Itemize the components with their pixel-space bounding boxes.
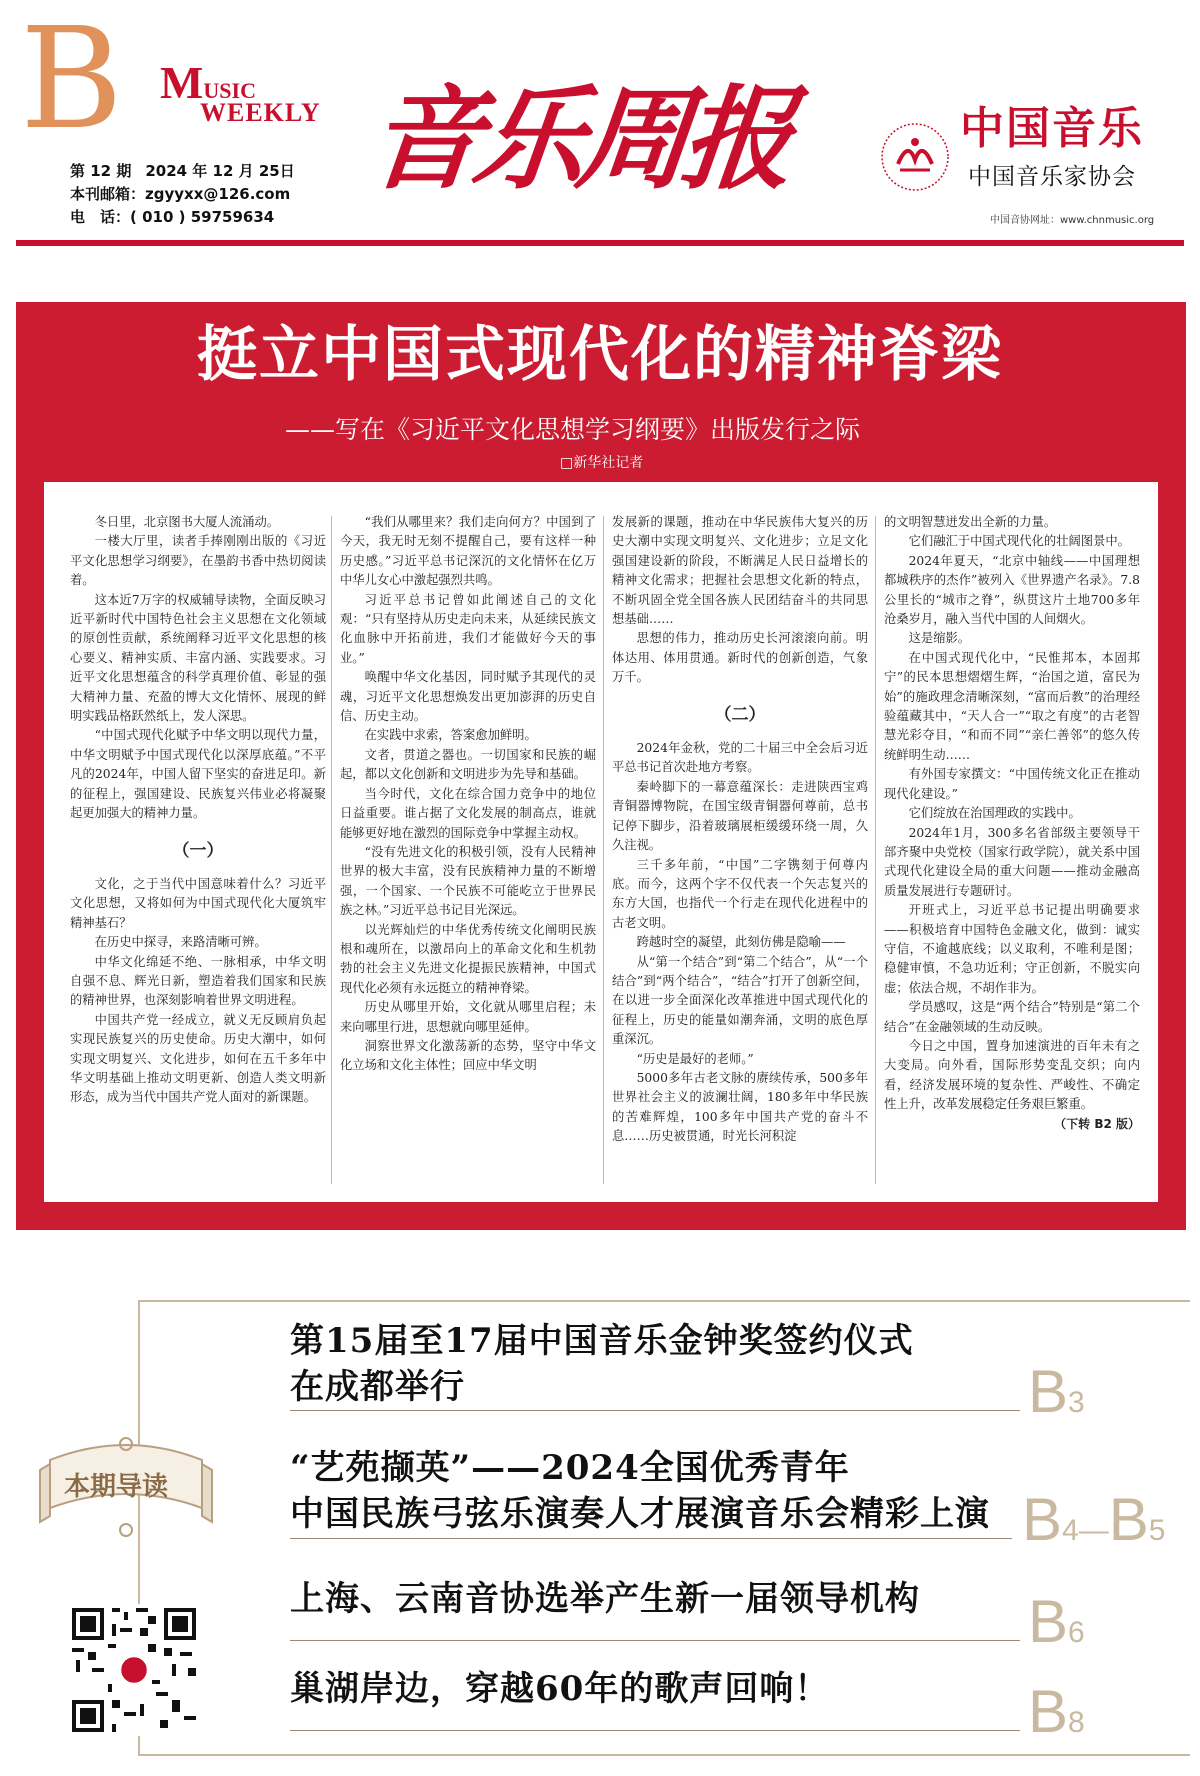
paragraph: “历史是最好的老师。” [636,1051,754,1066]
guide-frame-bottom [138,1754,1190,1756]
page-digit: 8 [1068,1706,1085,1739]
page-letter: B [1108,1486,1149,1553]
entry-title-line: 巢湖岸边，穿越60年的歌声回响！ [290,1669,830,1709]
paragraph: 历史从哪里开始，文化就从哪里启程；未来向哪里行进，思想就向哪里延伸。 [340,1000,596,1034]
paragraph: “中国式现代化赋予中华文明以现代力量，中华文明赋予中国式现代化以深厚底蕴。”不平凡的2024年，中国人留下坚实的奋进足印。新的征程上，强国建设、民族复兴伟业必将凝聚起更加强大的精神力量。 [70,728,326,821]
paragraph: 5000多年古老文脉的赓续传承，500多年世界社会主义的波澜壮阔，180多年中华民族的苦难辉煌，100多年中国共产党的奋斗不息……历史被贯通，时光长河积淀 [612,1070,868,1144]
paragraph: “没有先进文化的积极引领，没有人民精神世界的极大丰富，没有民族精神力量的不断增强，一个国家、一个民族不可能屹立于世界民族之林。”习近平总书记目光深远。 [340,844,596,918]
paragraph: 习近平总书记曾如此阐述自己的文化观：“只有坚持从历史走向未来，从延续民族文化血脉中开拓前进，我们才能做好今天的事业。” [340,592,596,665]
paragraph: 文化，之于当代中国意味着什么？习近平文化思想，又将如何为中国式现代化大厦筑牢精神基石？ [70,876,326,930]
qr-code-icon[interactable] [68,1604,200,1736]
paragraph: 以光辉灿烂的中华优秀传统文化阐明民族根和魂所在，以激昂向上的革命文化和生机勃勃的社会主义先进文化提振民族精神，中国式现代化必须有永远挺立的精神脊梁。 [340,922,596,995]
guide-entry-2-title[interactable] [290,1445,990,1537]
paragraph: 发展新的课题，推动在中华民族伟大复兴的历史大潮中实现文明复兴、文化进步；立足文化强国建设新的阶段，不断满足人民日益增长的精神文化需求；把握社会思想文化新的特点，不断巩固全党全国各族人民团结奋斗的共同思想基础…… [612,515,868,627]
weekly-wordmark: WEEKLY [200,98,321,127]
page-letter: B [1028,1678,1069,1745]
paragraph: 今日之中国，置身加速演进的百年未有之大变局。向外看，国际形势变乱交织；向内看，经济发展环境的复杂性、严峻性、不确定性上升，改革发展稳定任务艰巨繁重。 [884,1038,1140,1112]
issue-date: 2024 年 12 月 25日 [145,162,295,180]
paragraph: 一楼大厅里，读者手捧刚刚出版的《习近平文化思想学习纲要》，在墨韵书香中热切阅读着。 [70,534,326,588]
paragraph: 的文明智慧迸发出全新的力量。 [884,515,1057,529]
guide-entry-4-title[interactable] [290,1666,829,1712]
phone-value: ( 010 ) 59759634 [130,208,275,226]
org-name: 中国音乐 [960,103,1144,154]
feature-headline: 挺立中国式现代化的精神脊梁 [197,320,1003,390]
paragraph: 这本近7万字的权威辅导读物，全面反映习近平新时代中国特色社会主义思想在文化领域的原创性贡献，系统阐释习近平文化思想的核心要义、精神实质、丰富内涵、实践要求。习近平文化思想蕴含的科学真理价值、彰显的强大精神力量、充盈的博大文化情怀、展现的鲜明实践品格跃然纸上，发人深思。 [70,592,326,724]
guide-entry-3-title[interactable] [290,1576,920,1622]
page-ref-b4-b5[interactable] [1022,1486,1166,1561]
column-divider [875,516,876,1184]
page-letter: B [1022,1486,1063,1553]
paragraph: 跨越时空的凝望，此刻仿佛是隐喻—— [636,935,846,950]
music-rest: USIC [203,78,256,103]
issue-number: 第 12 期 [70,162,132,180]
org-subtitle: 中国音乐家协会 [968,164,1136,190]
feature-byline: □新华社记者 [560,455,644,471]
page-ref-b6[interactable] [1028,1588,1085,1663]
entry-title-line: 第15届至17届中国音乐金钟奖签约仪式 [290,1321,914,1361]
paragraph: “我们从哪里来？我们走向何方？中国到了今天，我无时无刻不提醒自己，要有这样一种历史感。”习近平总书记深沉的文化情怀在亿万中华儿女心中激起强烈共鸣。 [340,515,596,588]
paragraph: 冬日里，北京图书大厦人流涌动。 [94,515,280,529]
section-heading-one: （一） [172,840,224,861]
guide-banner-label: 本期导读 [64,1472,169,1502]
page-digit: 5 [1148,1514,1166,1547]
music-m: M [160,57,204,108]
article-column-3 [612,513,868,1147]
paragraph: 它们绽放在治国理政的实践中。 [908,806,1081,821]
newspaper-title: 音乐周报 [363,74,793,205]
page-ref-b3[interactable] [1028,1358,1085,1433]
entry-underline [290,1410,1020,1411]
section-letter: B [20,0,123,161]
article-column-4 [884,513,1140,1134]
paragraph: 中华文化绵延不绝、一脉相承，中华文明自强不息、辉光日新，塑造着我们国家和民族的精神世界，也深刻影响着世界文明进程。 [70,954,326,1008]
entry-title-line: 在成都举行 [290,1367,465,1407]
entry-underline [290,1640,1020,1641]
cma-logo-icon [878,120,952,194]
email-label: 本刊邮箱： [70,185,146,203]
entry-title-line: 上海、云南音协选举产生新一届领导机构 [290,1579,920,1619]
paragraph: 洞察世界文化激荡新的态势，坚守中华文化立场和文化主体性；回应中华文明 [340,1038,596,1073]
masthead-rule [16,240,1184,246]
issue-meta [70,160,295,229]
phone-label: 电 话： [70,208,131,226]
paragraph: 文者，贯道之器也。一切国家和民族的崛起，都以文化创新和文明进步为先导和基础。 [340,747,596,782]
page-letter: B [1028,1358,1069,1425]
paragraph: 从“第一个结合”到“第二个结合”，从“一个结合”到“两个结合”，“结合”打开了创新空间，在以进一步全面深化改革推进中国式现代化的征程上，历史的能量如潮奔涌，文明的底色厚重深沉。 [612,954,868,1047]
paragraph: 2024年1月，300多名省部级主要领导干部齐聚中央党校（国家行政学院），就关系中国式现代化建设全局的重大问题——推动金融高质量发展进行专题研讨。 [884,825,1140,898]
entry-underline [290,1730,1020,1731]
paragraph: 开班式上，习近平总书记提出明确要求——积极培育中国特色金融文化，做到：诚实守信，不逾越底线；以义取利，不唯利是图；稳健审慎，不急功近利；守正创新，不脱实向虚；依法合规，不胡作非为。 [884,903,1140,995]
paragraph: 中国共产党一经成立，就义无反顾肩负起实现民族复兴的历史使命。历史大潮中，如何实现文明复兴、文化进步，如何在五千多年中华文明基础上推动文明更新、创造人类文明新形态，成为当代中国共产党人面对的新课题。 [70,1012,326,1105]
column-divider [331,516,332,1184]
paragraph: 在实践中求索，答案愈加鲜明。 [364,728,537,743]
entry-underline [290,1538,1012,1539]
section-heading-two: （二） [714,704,766,725]
article-column-1 [70,513,326,1108]
page-letter: B [1028,1588,1069,1655]
email-value[interactable]: zgyyxx@126.com [145,185,291,203]
paragraph: 2024年金秋，党的二十届三中全会后习近平总书记首次赴地方考察。 [612,741,868,775]
page-range-dash: — [1078,1514,1109,1547]
paragraph: 有外国专家撰文：“中国传统文化正在推动现代化建设。” [884,767,1140,801]
guide-frame-top [138,1300,1190,1302]
paragraph: 它们融汇于中国式现代化的壮阔图景中。 [908,534,1130,549]
paragraph: 三千多年前，“中国”二字镌刻于何尊内底。而今，这两个字不仅代表一个矢志复兴的东方大国，也指代一个行走在现代化进程中的古老文明。 [612,857,868,930]
entry-title-line: 中国民族弓弦乐演奏人才展演音乐会精彩上演 [290,1494,990,1534]
page-digit: 4 [1062,1514,1079,1547]
page-digit: 6 [1068,1616,1085,1649]
page-ref-b8[interactable] [1028,1678,1085,1753]
paragraph: 学员感叹，这是“两个结合”特别是“第二个结合”在金融领域的生动反映。 [884,1000,1140,1034]
feature-subtitle: ——写在《习近平文化思想学习纲要》出版发行之际 [285,415,861,444]
page-digit: 3 [1068,1386,1085,1419]
org-url[interactable]: 中国音协网址：www.chnmusic.org [990,215,1155,226]
paragraph: 2024年夏天，“北京中轴线——中国理想都城秩序的杰作”被列入《世界遗产名录》。7.8公里长的“城市之脊”，纵贯这片土地700多年沧桑岁月，融入当代中国的人间烟火。 [884,553,1140,627]
paragraph: 秦岭脚下的一幕意蕴深长：走进陕西宝鸡青铜器博物院，在国宝级青铜器何尊前，总书记停下脚步，沿着玻璃展柜缓缓环绕一周，久久注视。 [612,779,868,853]
paragraph: 唤醒中华文化基因，同时赋予其现代的灵魂，习近平文化思想焕发出更加澎湃的历史自信、历史主动。 [340,670,596,724]
column-divider [603,516,604,1184]
paragraph: 在历史中探寻，来路清晰可辨。 [94,935,267,950]
paragraph: 在中国式现代化中，“民惟邦本，本固邦宁”的民本思想熠熠生辉，“治国之道，富民为始”的施政理念清晰深刻，“富而后教”的治理经验蕴藏其中，“天人合一”“取之有度”的古老智慧光彩夺目，“和而不同”“亲仁善邻”的悠久传统鲜明生动…… [884,650,1140,762]
article-column-2 [340,513,596,1076]
continue-note[interactable]: （下转 B2 版） [1054,1116,1140,1131]
paragraph: 这是缩影。 [908,631,971,646]
guide-entry-1-title[interactable] [290,1318,914,1410]
paragraph: 当今时代，文化在综合国力竞争中的地位日益重要。谁占据了文化发展的制高点，谁就能够更好地在激烈的国际竞争中掌握主动权。 [340,786,596,840]
entry-title-line: “艺苑撷英”——2024全国优秀青年 [290,1448,850,1488]
paragraph: 思想的伟力，推动历史长河滚滚向前。明体达用、体用贯通。新时代的创新创造，气象万千。 [612,631,868,685]
